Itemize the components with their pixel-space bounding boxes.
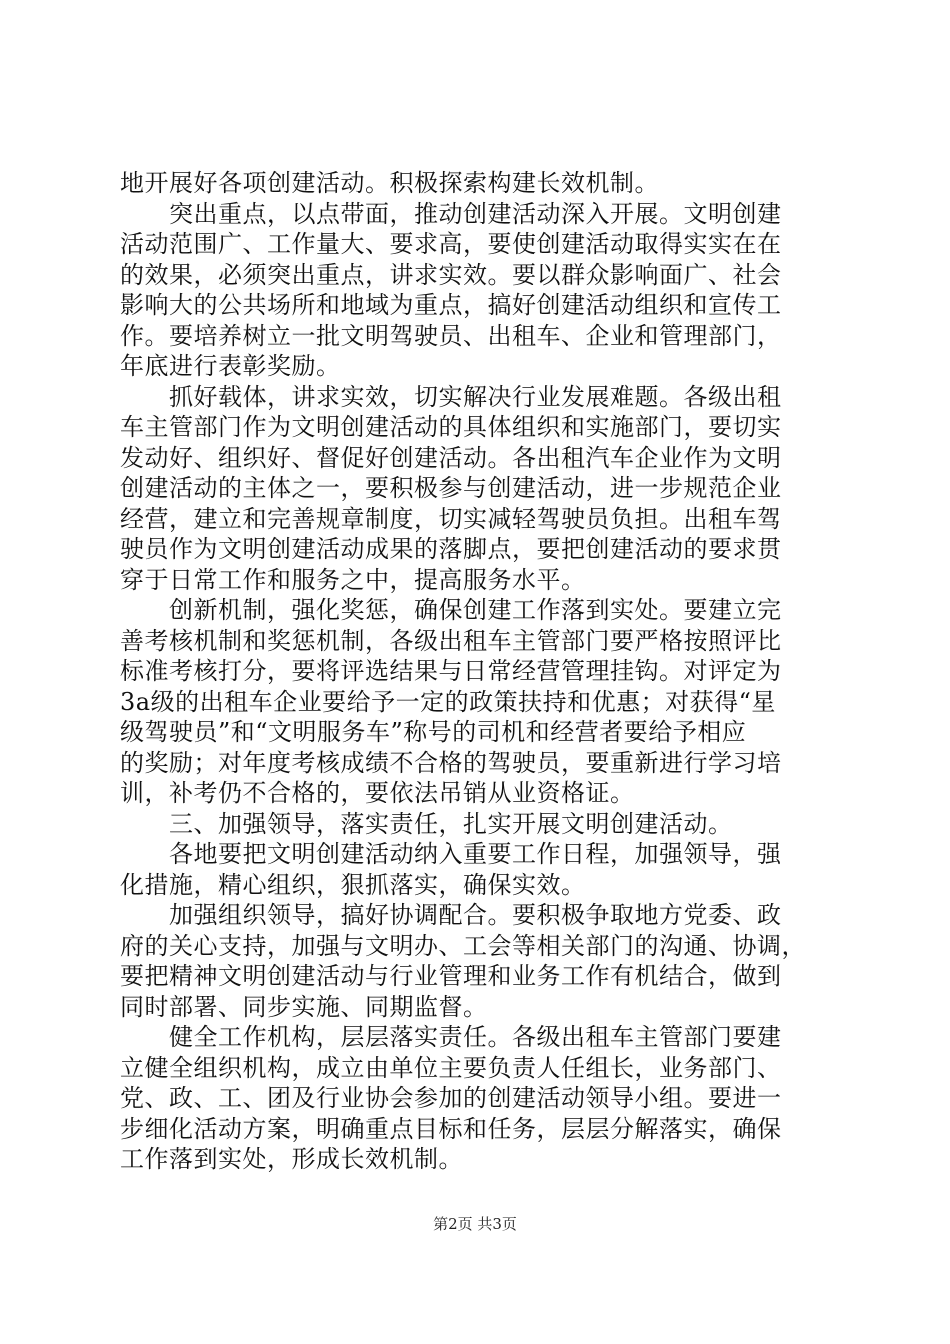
- text-line: 步细化活动方案，明确重点目标和任务，层层分解落实，确保: [120, 1114, 782, 1143]
- text-line: 健全工作机构，层层落实责任。各级出租车主管部门要建: [120, 1023, 782, 1051]
- text-line: 要把精神文明创建活动与行业管理和业务工作有机结合，做到: [120, 962, 782, 990]
- text-line: 创建活动的主体之一，要积极参与创建活动，进一步规范企业: [120, 474, 782, 502]
- text-line: 工作落到实处，形成长效机制。: [120, 1145, 463, 1173]
- text-line: 的效果，必须突出重点，讲求实效。要以群众影响面广、社会: [120, 260, 782, 289]
- section-heading: 三、加强领导，落实责任，扎实开展文明创建活动。: [120, 809, 733, 838]
- text-line: 发动好、组织好、督促好创建活动。各出租汽车企业作为文明: [120, 443, 782, 472]
- text-line: 化措施，精心组织，狠抓落实，确保实效。: [120, 870, 586, 899]
- text-line: 善考核机制和奖惩机制，各级出租车主管部门要严格按照评比: [120, 626, 782, 655]
- text-line: 级驾驶员”和“文明服务车”称号的司机和经营者要给予相应: [120, 718, 747, 746]
- text-line: 党、政、工、团及行业协会参加的创建活动领导小组。要进一: [120, 1084, 782, 1112]
- text-line: 3a级的出租车企业要给予一定的政策扶持和优惠；对获得“星: [120, 687, 776, 716]
- text-line: 的奖励；对年度考核成绩不合格的驾驶员，要重新进行学习培: [120, 748, 782, 777]
- text-line: 驶员作为文明创建活动成果的落脚点，要把创建活动的要求贯: [120, 535, 782, 563]
- text-line: 穿于日常工作和服务之中，提高服务水平。: [120, 565, 586, 594]
- document-body: [120, 168, 840, 1175]
- text-line: 加强组织领导，搞好协调配合。要积极争取地方党委、政: [120, 901, 782, 929]
- text-line: 车主管部门作为文明创建活动的具体组织和实施部门，要切实: [120, 413, 782, 441]
- text-line: 各地要把文明创建活动纳入重要工作日程，加强领导，强: [120, 840, 782, 868]
- text-line: 作。要培养树立一批文明驾驶员、出租车、企业和管理部门，: [120, 321, 782, 350]
- text-line: 地开展好各项创建活动。积极探索构建长效机制。: [120, 169, 659, 197]
- text-line: 年底进行表彰奖励。: [120, 352, 341, 380]
- text-line: 活动范围广、工作量大、要求高，要使创建活动取得实实在在: [120, 230, 782, 258]
- text-line: 训，补考仍不合格的，要依法吊销从业资格证。: [120, 779, 635, 807]
- text-line: 影响大的公共场所和地域为重点，搞好创建活动组织和宣传工: [120, 291, 782, 319]
- page-number-footer: 第2页 共3页: [433, 1215, 517, 1233]
- text-line: 创新机制，强化奖惩，确保创建工作落到实处。要建立完: [120, 596, 782, 624]
- text-line: 立健全组织机构，成立由单位主要负责人任组长，业务部门、: [120, 1053, 782, 1082]
- text-line: 经营，建立和完善规章制度，切实减轻驾驶员负担。出租车驾: [120, 504, 782, 533]
- text-line: 突出重点，以点带面，推动创建活动深入开展。文明创建: [120, 199, 782, 228]
- text-line: 标准考核打分，要将评选结果与日常经营管理挂钩。对评定为: [120, 657, 782, 685]
- text-line: 同时部署、同步实施、同期监督。: [120, 992, 488, 1021]
- text-line: 抓好载体，讲求实效，切实解决行业发展难题。各级出租: [120, 382, 782, 411]
- text-line: 府的关心支持，加强与文明办、工会等相关部门的沟通、协调，: [120, 931, 806, 960]
